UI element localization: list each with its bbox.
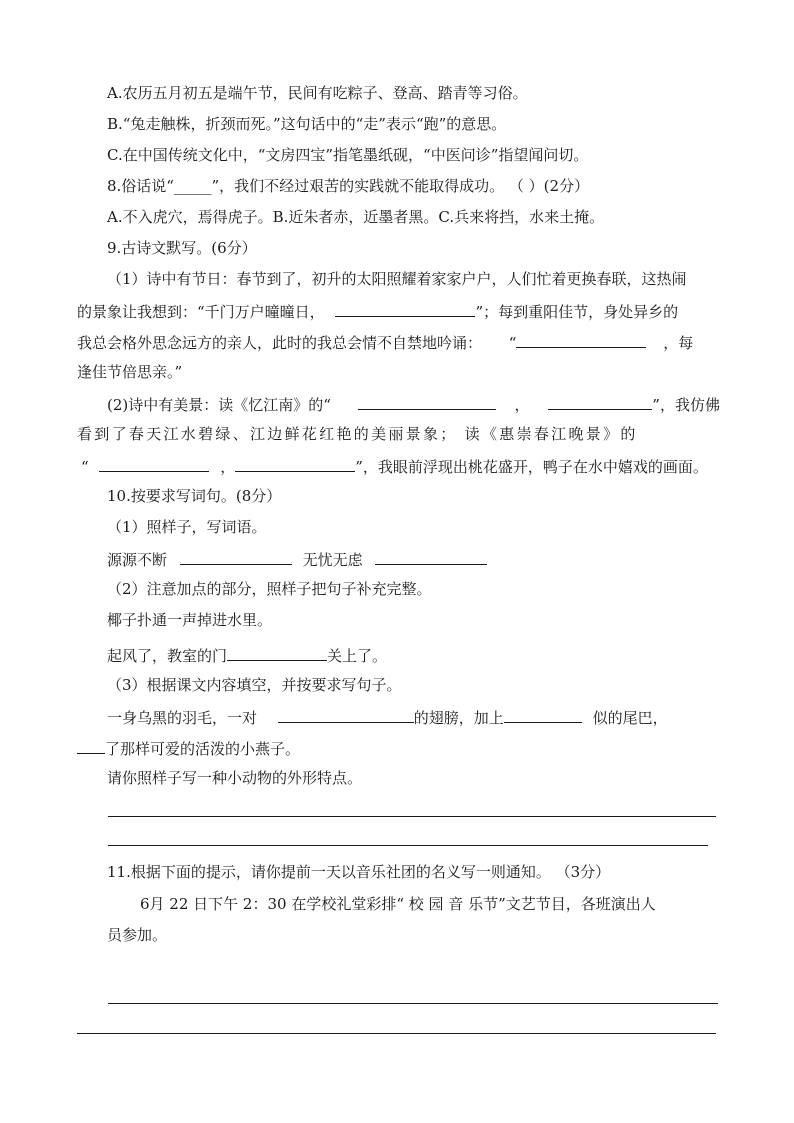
q10-sub3-line2 [77,737,300,759]
q10-sentence-blank[interactable] [227,644,327,661]
q10-swallow-text: 似的尾巴， [592,709,668,727]
q9-part1-line1: （1）诗中有节日：春节到了，初升的太阳照耀着家家户户，人们忙着更换春联，这热闹 [107,270,687,288]
q9-part2-text: ， [514,396,530,414]
q10-word-blank-1[interactable] [180,548,292,565]
q10-swallow-text: 一身乌黑的羽毛，一对 [107,709,258,727]
q10-sentence-text: 关上了。 [327,647,388,665]
q10-title: 10.按要求写词句。(8分） [107,487,282,505]
q9-part2-text: “ [81,458,89,476]
answer-line[interactable] [108,1003,718,1004]
q9-part1-text: 的景象让我想到：“千门万户曈曈日， [77,303,325,321]
q9-part2-line2: 看到了春天江水碧绿、江边鲜花红艳的美丽景象； 读《惠崇春江晚景》的 [77,425,638,443]
q9-part1-text: ，每 [663,334,694,352]
q9-part1-text: ”；每到重阳佳节，身处异乡的 [475,303,679,321]
q11-title: 11.根据下面的提示，请你提前一天以音乐社团的名义写一则通知。 （3分） [107,863,611,881]
q9-part2-line3 [81,455,708,477]
q11-prompt-line1: 6月 22 日下午 2：30 在学校礼堂彩排“ 校 园 音 乐节”文艺节目，各班演出人 [140,895,656,913]
q10-sub3-instruction: 请你照样子写一种小动物的外形特点。 [107,769,363,787]
q9-answer-blank-1[interactable] [335,300,475,317]
q10-sub1: （1）照样子，写词语。 [107,518,267,536]
q7-option-b: B.“兔走触株，折颈而死。”这句话中的“走”表示“跑”的意思。 [107,115,507,133]
q10-sub3-line1 [107,706,668,728]
q10-swallow-text: 的翅膀，加上 [413,709,504,727]
q8-options: A.不入虎穴，焉得虎子。B.近朱者赤，近墨者黑。C.兵来将挡，水来土掩。 [107,208,605,226]
q10-sub2-example: 椰子扑通一声掉进水里。 [107,611,273,629]
q7-option-a: A.农历五月初五是端午节，民间有吃粽子、登高、踏青等习俗。 [107,84,528,102]
q9-part1-text: 我总会格外思念远方的亲人，此时的我总会情不自禁地吟诵： [77,334,483,352]
q10-swallow-blank-3[interactable] [77,737,105,754]
q10-sub2: （2）注意加点的部分，照样子把句子补充完整。 [107,580,432,598]
q9-part1-text: “ [508,334,517,352]
q10-sentence-text: 起风了，教室的门 [107,647,228,665]
q10-swallow-blank-2[interactable] [504,706,582,723]
q9-part1-line2 [77,300,678,322]
q9-answer-blank-3[interactable] [358,393,496,410]
q10-sample-word: 无忧无虑 [302,551,363,569]
answer-line[interactable] [108,845,708,846]
q9-part1-line3 [77,331,693,353]
q10-word-blank-2[interactable] [375,548,487,565]
answer-line[interactable] [77,1033,716,1034]
q9-part2-text: ”，我仿佛 [652,396,720,414]
q9-part2-line1 [107,393,720,415]
q9-answer-blank-6[interactable] [235,455,355,472]
q10-swallow-blank-1[interactable] [278,706,414,723]
q9-title: 9.古诗文默写。(6分） [107,239,257,257]
q9-answer-blank-2[interactable] [516,331,646,348]
q7-option-c: C.在中国传统文化中，“文房四宝”指笔墨纸砚，“中医问诊”指望闻问切。 [107,146,589,164]
q9-part2-text: (2)诗中有美景：读《忆江南》的“ [107,396,331,414]
answer-line[interactable] [108,816,716,817]
q11-prompt-line2: 员参加。 [107,926,168,944]
q10-sub3: （3）根据课文内容填空，并按要求写句子。 [107,676,402,694]
q10-sample-word: 源源不断 [107,551,168,569]
q9-part2-text: ， [220,458,236,476]
q10-sub1-words [107,548,487,570]
q9-part2-text: ”，我眼前浮现出桃花盛开，鸭子在水中嬉戏的画面。 [355,458,708,476]
q9-answer-blank-5[interactable] [99,455,209,472]
q9-answer-blank-4[interactable] [548,393,652,410]
q10-sub2-fill [107,644,387,666]
q9-part1-line4: 逢佳节倍思亲。” [77,363,183,381]
q8-stem: 8.俗话说“_____”，我们不经过艰苦的实践就不能取得成功。 （ ）(2分） [107,177,590,195]
q10-swallow-text: 了那样可爱的活泼的小燕子。 [105,740,301,758]
